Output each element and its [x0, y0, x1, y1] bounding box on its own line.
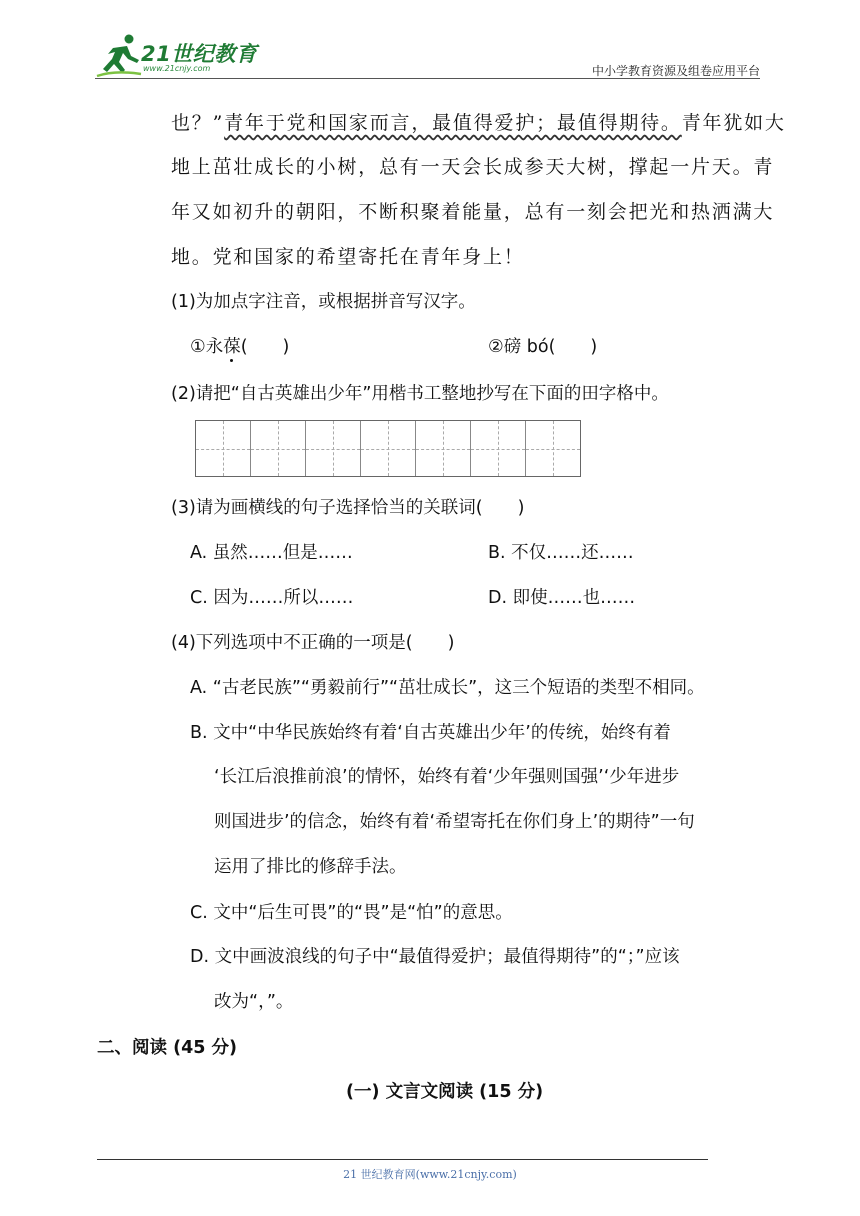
section-2-subtitle: (一) 文言文阅读 (15 分) [346, 1082, 544, 1102]
wavy-underlined-sentence: 青年于党和国家而言，最值得爱护；最值得期待。 [224, 112, 682, 134]
question-1-stem: (1)为加点字注音，或根据拼音写汉字。 [171, 292, 476, 312]
question-4-option-b-line-4: 运用了排比的修辞手法。 [214, 857, 407, 877]
question-3-option-c: C. 因为……所以…… [190, 588, 354, 608]
page-header [95, 32, 760, 80]
question-3-option-d: D. 即使……也…… [488, 588, 636, 608]
passage-line-2: 地上茁壮成长的小树，总有一天会长成参天大树，撑起一片天。青 [171, 156, 775, 178]
section-2-title: 二、阅读 (45 分) [97, 1038, 238, 1058]
grid-cell[interactable] [251, 421, 306, 476]
question-1-item-b: ②磅 bó( ) [488, 337, 598, 357]
footer-divider [97, 1159, 708, 1160]
question-4-option-b-line-2: ‘长江后浪推前浪’的情怀，始终有着‘少年强则国强’‘少年进步 [214, 767, 680, 787]
question-1-item-a: ①永葆( ) [190, 337, 290, 357]
grid-cell[interactable] [196, 421, 251, 476]
passage-line-3: 年又如初升的朝阳，不断积聚着能量，总有一刻会把光和热洒满大 [171, 201, 775, 223]
logo-text: 21世纪教育 [141, 42, 258, 66]
page-footer: 21 世纪教育网(www.21cnjy.com) [343, 1168, 517, 1181]
site-logo [95, 32, 265, 78]
grid-cell[interactable] [361, 421, 416, 476]
passage-line-1: 也？”青年于党和国家而言，最值得爱护；最值得期待。青年犹如大 [171, 112, 786, 134]
question-4-option-b-line-3: 则国进步’的信念，始终有着‘希望寄托在你们身上’的期待”一句 [214, 812, 695, 832]
question-4-option-d-line-2: 改为“，”。 [214, 992, 294, 1012]
runner-logo-icon [95, 32, 145, 78]
grid-cell[interactable] [526, 421, 580, 476]
tianzige-writing-grid[interactable] [195, 420, 581, 477]
question-2-stem: (2)请把“自古英雄出少年”用楷书工整地抄写在下面的田字格中。 [171, 384, 669, 404]
logo-url: www.21cnjy.com [143, 64, 211, 73]
question-3-stem: (3)请为画横线的句子选择恰当的关联词( ) [171, 498, 525, 518]
dotted-character: 葆 [223, 337, 241, 357]
question-3-option-a: A. 虽然……但是…… [190, 543, 353, 563]
question-4-option-b-line-1: B. 文中“中华民族始终有着‘自古英雄出少年’的传统，始终有着 [190, 723, 671, 743]
platform-name: 中小学教育资源及组卷应用平台 [591, 64, 760, 78]
question-4-stem: (4)下列选项中不正确的一项是( ) [171, 633, 455, 653]
question-4-option-a: A. “古老民族”“勇毅前行”“茁壮成长”，这三个短语的类型不相同。 [190, 678, 705, 698]
passage-line-4: 地。党和国家的希望寄托在青年身上！ [171, 246, 525, 268]
grid-cell[interactable] [306, 421, 361, 476]
question-4-option-d-line-1: D. 文中画波浪线的句子中“最值得爱护；最值得期待”的“；”应该 [190, 947, 680, 967]
grid-cell[interactable] [471, 421, 526, 476]
question-3-option-b: B. 不仅……还…… [488, 543, 634, 563]
question-4-option-c: C. 文中“后生可畏”的“畏”是“怕”的意思。 [190, 903, 513, 923]
header-divider [95, 78, 760, 79]
grid-cell[interactable] [416, 421, 471, 476]
